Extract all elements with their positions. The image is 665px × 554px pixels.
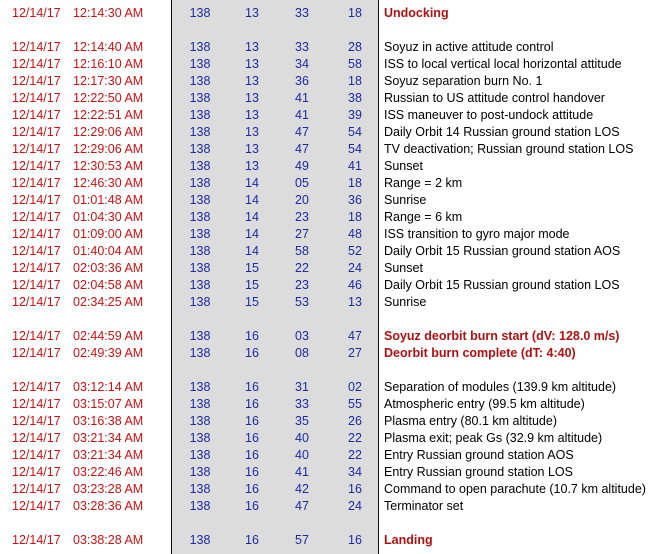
event-time: 12:22:51 AM [73, 108, 144, 122]
event-description: Russian to US attitude control handover [384, 91, 605, 105]
event-date: 12/14/17 [12, 414, 61, 428]
event-time: 12:14:40 AM [73, 40, 144, 54]
event-time: 01:09:00 AM [73, 227, 144, 241]
event-time: 03:21:34 AM [73, 431, 144, 445]
met-second: 46 [348, 278, 362, 292]
event-description: ISS maneuver to post-undock attitude [384, 108, 594, 122]
event-time: 03:22:46 AM [73, 465, 144, 479]
event-time: 02:03:36 AM [73, 261, 144, 275]
event-date: 12/14/17 [12, 176, 61, 190]
timeline-row [0, 532, 665, 549]
timeline-row [0, 328, 665, 345]
timeline-row [0, 124, 665, 141]
met-day: 138 [189, 482, 211, 496]
met-hour: 14 [245, 193, 259, 207]
met-second: 18 [348, 176, 362, 190]
met-second: 55 [348, 397, 362, 411]
met-minute: 57 [295, 533, 309, 547]
met-hour: 13 [245, 108, 259, 122]
event-description: Sunset [384, 261, 423, 275]
event-description: ISS transition to gyro major mode [384, 227, 570, 241]
event-time: 03:23:28 AM [73, 482, 144, 496]
met-day: 138 [189, 346, 211, 360]
event-description: Command to open parachute (10.7 km altitude) [384, 482, 646, 496]
event-time: 02:49:39 AM [73, 346, 144, 360]
timeline-row [0, 39, 665, 56]
met-hour: 16 [245, 329, 259, 343]
met-minute: 41 [295, 91, 309, 105]
met-minute: 34 [295, 57, 309, 71]
event-description: Daily Orbit 15 Russian ground station AOS [384, 244, 621, 258]
met-day: 138 [189, 431, 211, 445]
event-date: 12/14/17 [12, 108, 61, 122]
met-second: 54 [348, 125, 362, 139]
event-date: 12/14/17 [12, 91, 61, 105]
met-hour: 16 [245, 431, 259, 445]
event-time: 03:28:36 AM [73, 499, 144, 513]
met-day: 138 [189, 57, 211, 71]
met-hour: 16 [245, 499, 259, 513]
met-hour: 16 [245, 465, 259, 479]
event-time: 02:04:58 AM [73, 278, 144, 292]
event-date: 12/14/17 [12, 295, 61, 309]
event-date: 12/14/17 [12, 40, 61, 54]
met-day: 138 [189, 533, 211, 547]
event-description: ISS to local vertical local horizontal attitude [384, 57, 622, 71]
timeline-row [0, 107, 665, 124]
met-hour: 16 [245, 346, 259, 360]
met-minute: 47 [295, 142, 309, 156]
met-minute: 23 [295, 210, 309, 224]
event-description: Daily Orbit 15 Russian ground station LOS [384, 278, 620, 292]
met-hour: 15 [245, 261, 259, 275]
event-description: Daily Orbit 14 Russian ground station LOS [384, 125, 620, 139]
met-day: 138 [189, 261, 211, 275]
met-hour: 16 [245, 448, 259, 462]
event-time: 03:38:28 AM [73, 533, 144, 547]
met-second: 16 [348, 482, 362, 496]
met-day: 138 [189, 176, 211, 190]
met-hour: 13 [245, 125, 259, 139]
met-hour: 14 [245, 176, 259, 190]
event-date: 12/14/17 [12, 193, 61, 207]
met-minute: 33 [295, 397, 309, 411]
timeline-row [0, 243, 665, 260]
event-date: 12/14/17 [12, 465, 61, 479]
met-minute: 35 [295, 414, 309, 428]
timeline-row [0, 260, 665, 277]
met-second: 28 [348, 40, 362, 54]
event-time: 01:40:04 AM [73, 244, 144, 258]
event-time: 12:14:30 AM [73, 6, 144, 20]
event-date: 12/14/17 [12, 346, 61, 360]
met-day: 138 [189, 499, 211, 513]
met-second: 48 [348, 227, 362, 241]
met-second: 27 [348, 346, 362, 360]
met-hour: 13 [245, 91, 259, 105]
timeline-row [0, 226, 665, 243]
met-minute: 20 [295, 193, 309, 207]
timeline-row [0, 73, 665, 90]
met-second: 24 [348, 499, 362, 513]
event-time: 12:30:53 AM [73, 159, 144, 173]
met-minute: 33 [295, 6, 309, 20]
met-second: 13 [348, 295, 362, 309]
event-description: Sunrise [384, 295, 427, 309]
met-second: 58 [348, 57, 362, 71]
met-hour: 14 [245, 210, 259, 224]
timeline-row [0, 90, 665, 107]
event-description: Separation of modules (139.9 km altitude) [384, 380, 617, 394]
met-second: 34 [348, 465, 362, 479]
event-time: 03:16:38 AM [73, 414, 144, 428]
timeline-row [0, 5, 665, 22]
met-second: 36 [348, 193, 362, 207]
event-date: 12/14/17 [12, 244, 61, 258]
met-day: 138 [189, 380, 211, 394]
met-hour: 13 [245, 142, 259, 156]
met-hour: 16 [245, 380, 259, 394]
timeline-row [0, 379, 665, 396]
event-time: 02:44:59 AM [73, 329, 144, 343]
met-day: 138 [189, 108, 211, 122]
timeline-row [0, 277, 665, 294]
met-day: 138 [189, 40, 211, 54]
event-description: Atmospheric entry (99.5 km altitude) [384, 397, 585, 411]
event-time: 03:15:07 AM [73, 397, 144, 411]
timeline-row [0, 447, 665, 464]
met-hour: 16 [245, 397, 259, 411]
met-minute: 36 [295, 74, 309, 88]
event-time: 01:01:48 AM [73, 193, 144, 207]
met-day: 138 [189, 244, 211, 258]
event-description: Soyuz in active attitude control [384, 40, 554, 54]
met-day: 138 [189, 6, 211, 20]
met-second: 18 [348, 210, 362, 224]
met-hour: 14 [245, 244, 259, 258]
event-date: 12/14/17 [12, 74, 61, 88]
met-hour: 16 [245, 482, 259, 496]
met-minute: 05 [295, 176, 309, 190]
event-description: Plasma entry (80.1 km altitude) [384, 414, 557, 428]
met-hour: 15 [245, 278, 259, 292]
event-time: 12:17:30 AM [73, 74, 144, 88]
event-time: 12:16:10 AM [73, 57, 144, 71]
event-description: Sunset [384, 159, 423, 173]
met-second: 22 [348, 431, 362, 445]
timeline-row [0, 158, 665, 175]
event-date: 12/14/17 [12, 533, 61, 547]
event-date: 12/14/17 [12, 380, 61, 394]
met-minute: 41 [295, 465, 309, 479]
event-date: 12/14/17 [12, 142, 61, 156]
met-day: 138 [189, 159, 211, 173]
timeline-row [0, 481, 665, 498]
met-minute: 42 [295, 482, 309, 496]
met-hour: 14 [245, 227, 259, 241]
event-time: 01:04:30 AM [73, 210, 144, 224]
event-description: Range = 6 km [384, 210, 463, 224]
met-day: 138 [189, 448, 211, 462]
event-date: 12/14/17 [12, 210, 61, 224]
met-minute: 33 [295, 40, 309, 54]
event-time: 03:21:34 AM [73, 448, 144, 462]
timeline-row [0, 192, 665, 209]
met-second: 26 [348, 414, 362, 428]
met-day: 138 [189, 278, 211, 292]
timeline-row [0, 294, 665, 311]
event-date: 12/14/17 [12, 397, 61, 411]
met-day: 138 [189, 295, 211, 309]
met-minute: 58 [295, 244, 309, 258]
timeline-row [0, 498, 665, 515]
met-second: 41 [348, 159, 362, 173]
event-time: 03:12:14 AM [73, 380, 144, 394]
met-second: 38 [348, 91, 362, 105]
timeline-row [0, 345, 665, 362]
event-date: 12/14/17 [12, 159, 61, 173]
met-minute: 31 [295, 380, 309, 394]
event-date: 12/14/17 [12, 499, 61, 513]
met-minute: 22 [295, 261, 309, 275]
event-date: 12/14/17 [12, 6, 61, 20]
met-minute: 47 [295, 499, 309, 513]
timeline-row [0, 430, 665, 447]
event-time: 12:22:50 AM [73, 91, 144, 105]
met-day: 138 [189, 329, 211, 343]
met-day: 138 [189, 465, 211, 479]
met-day: 138 [189, 91, 211, 105]
timeline-row [0, 464, 665, 481]
met-hour: 15 [245, 295, 259, 309]
event-time: 02:34:25 AM [73, 295, 144, 309]
timeline-row [0, 396, 665, 413]
met-second: 54 [348, 142, 362, 156]
event-description: Sunrise [384, 193, 427, 207]
event-description: Terminator set [384, 499, 464, 513]
met-minute: 41 [295, 108, 309, 122]
event-date: 12/14/17 [12, 227, 61, 241]
met-minute: 27 [295, 227, 309, 241]
met-minute: 47 [295, 125, 309, 139]
met-hour: 13 [245, 40, 259, 54]
met-second: 18 [348, 74, 362, 88]
event-description: Entry Russian ground station LOS [384, 465, 573, 479]
met-second: 24 [348, 261, 362, 275]
timeline-row [0, 175, 665, 192]
met-hour: 16 [245, 414, 259, 428]
met-minute: 53 [295, 295, 309, 309]
met-minute: 49 [295, 159, 309, 173]
event-date: 12/14/17 [12, 278, 61, 292]
met-minute: 23 [295, 278, 309, 292]
event-description: Soyuz separation burn No. 1 [384, 74, 543, 88]
met-second: 47 [348, 329, 362, 343]
timeline-row [0, 56, 665, 73]
event-description: Soyuz deorbit burn start (dV: 128.0 m/s) [384, 329, 620, 343]
met-hour: 13 [245, 159, 259, 173]
timeline-row [0, 209, 665, 226]
met-second: 02 [348, 380, 362, 394]
event-description: Plasma exit; peak Gs (32.9 km altitude) [384, 431, 603, 445]
met-day: 138 [189, 142, 211, 156]
event-description: Deorbit burn complete (dT: 4:40) [384, 346, 576, 360]
met-hour: 16 [245, 533, 259, 547]
met-day: 138 [189, 74, 211, 88]
met-hour: 13 [245, 74, 259, 88]
met-second: 52 [348, 244, 362, 258]
met-hour: 13 [245, 57, 259, 71]
event-description: Range = 2 km [384, 176, 463, 190]
event-date: 12/14/17 [12, 125, 61, 139]
event-description: Landing [384, 533, 433, 547]
met-second: 22 [348, 448, 362, 462]
timeline-row [0, 141, 665, 158]
met-second: 18 [348, 6, 362, 20]
met-minute: 08 [295, 346, 309, 360]
event-date: 12/14/17 [12, 482, 61, 496]
event-time: 12:46:30 AM [73, 176, 144, 190]
met-day: 138 [189, 397, 211, 411]
timeline-row [0, 413, 665, 430]
event-time: 12:29:06 AM [73, 125, 144, 139]
met-minute: 40 [295, 431, 309, 445]
met-minute: 40 [295, 448, 309, 462]
event-date: 12/14/17 [12, 448, 61, 462]
event-description: Entry Russian ground station AOS [384, 448, 574, 462]
met-second: 16 [348, 533, 362, 547]
event-date: 12/14/17 [12, 57, 61, 71]
met-day: 138 [189, 227, 211, 241]
event-description: Undocking [384, 6, 449, 20]
met-hour: 13 [245, 6, 259, 20]
met-day: 138 [189, 125, 211, 139]
met-day: 138 [189, 193, 211, 207]
event-date: 12/14/17 [12, 431, 61, 445]
event-date: 12/14/17 [12, 261, 61, 275]
met-day: 138 [189, 414, 211, 428]
met-second: 39 [348, 108, 362, 122]
event-description: TV deactivation; Russian ground station LOS [384, 142, 634, 156]
met-minute: 03 [295, 329, 309, 343]
event-time: 12:29:06 AM [73, 142, 144, 156]
met-day: 138 [189, 210, 211, 224]
event-date: 12/14/17 [12, 329, 61, 343]
